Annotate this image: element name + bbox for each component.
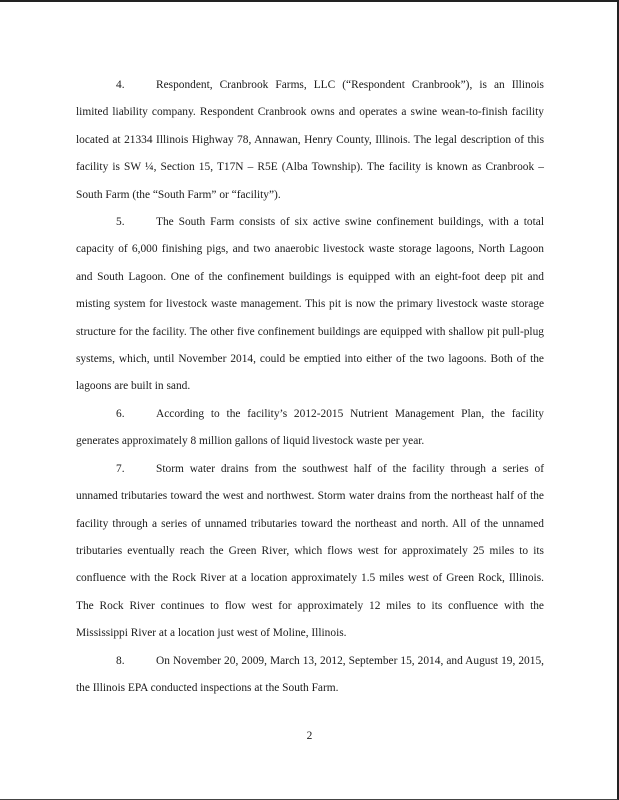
paragraph-text: On November 20, 2009, March 13, 2012, September 15, 2014, and August 19, 2015, the Illinois EPA conducted inspections at the South Farm.: [76, 654, 544, 694]
paragraph-text: Respondent, Cranbrook Farms, LLC (“Respondent Cranbrook”), is an Illinois limited liability company. Respondent Cranbrook owns and operates a swine wean-to-finish facility located at 21334 Illinois Highway 78, Annawan, Henry County, Illinois. The legal description of this facility is SW ¼, Section 15, T17N – R5E (Alba Township). The facility is known as Cranbrook – South Farm (the “South Farm” or “facility”).: [76, 79, 544, 201]
paragraph-text: According to the facility’s 2012-2015 Nutrient Management Plan, the facility generates approximately 8 million gallons of liquid livestock waste per year.: [76, 407, 544, 448]
paragraph-7: [76, 456, 544, 648]
paragraph-number: 8.: [116, 654, 125, 667]
paragraph-number: 4.: [116, 79, 125, 91]
paragraph-4: [76, 72, 544, 209]
paragraph-number: 7.: [116, 462, 125, 475]
paragraph-number: 5.: [116, 216, 125, 229]
paragraph-8: [76, 648, 544, 703]
page-number: 2: [306, 730, 313, 742]
paragraph-6: [76, 401, 544, 456]
document-body: [76, 72, 544, 702]
paragraph-5: [76, 209, 544, 401]
paragraph-text: Storm water drains from the southwest half of the facility through a series of unnamed tributaries toward the west and northwest. Storm water drains from the northeast half of the facility through a series of unnamed tributaries toward the northeast and north. All of the unnamed tributaries eventually reach the Green River, which flows west for approximately 25 miles to its confluence with the Rock River at a location approximately 1.5 miles west of Green Rock, Illinois. The Rock River continues to flow west for approximately 12 miles to its confluence with the Mississippi River at a location just west of Moline, Illinois.: [76, 462, 544, 640]
paragraph-text: The South Farm consists of six active swine confinement buildings, with a total capacity of 6,000 finishing pigs, and two anaerobic livestock waste storage lagoons, North Lagoon and South Lagoon. One of the confinement buildings is equipped with an eight-foot deep pit and misting system for livestock waste management. This pit is now the primary livestock waste storage structure for the facility. The other five confinement buildings are equipped with shallow pit pull-plug systems, which, until November 2014, could be emptied into either of the two lagoons. Both of the lagoons are built in sand.: [76, 216, 544, 393]
paragraph-number: 6.: [116, 407, 125, 420]
